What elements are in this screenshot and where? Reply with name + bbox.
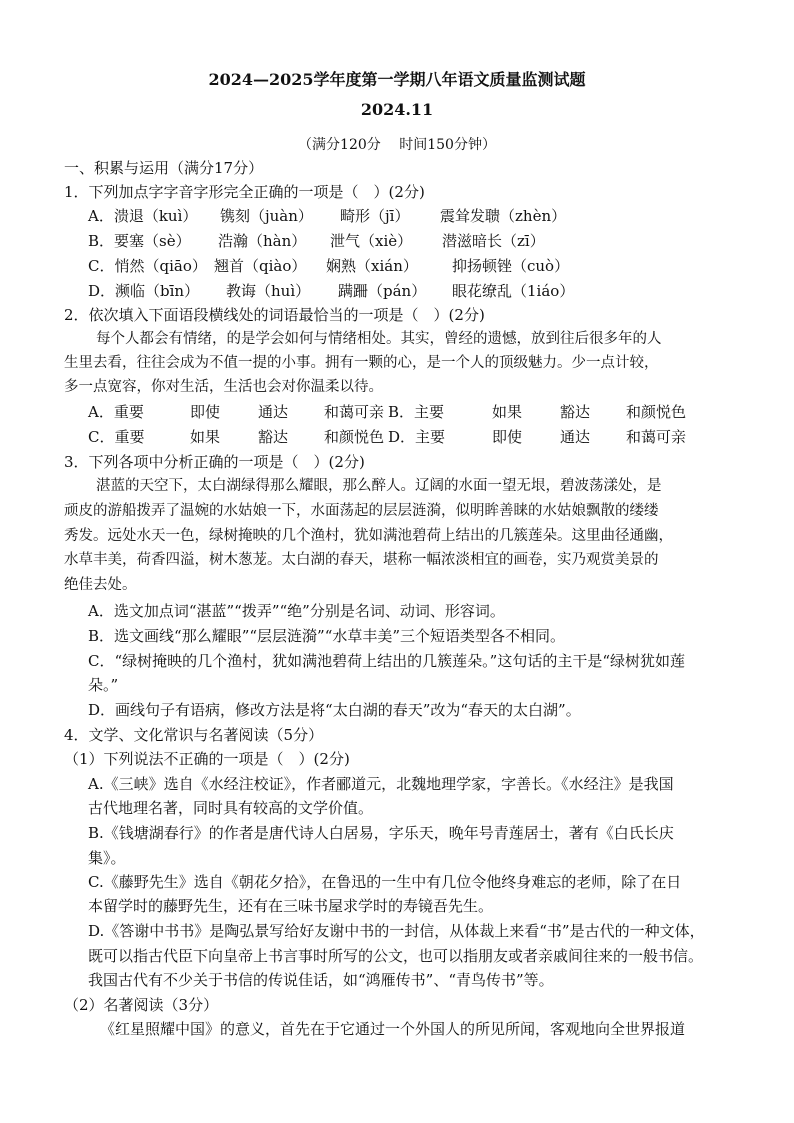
q2-passage-line: 生里去看，往往会成为不值一提的小事。拥有一颗的心，是一个人的顶级魅力。少一点计较， [64, 355, 659, 371]
q2-option-c-2: 如果 [190, 428, 221, 446]
q2-option-b: B．主要 [388, 403, 445, 421]
q1-b-4: 潜滋暗长（zī） [442, 232, 545, 250]
q1-b-3: 泄气（xiè） [330, 232, 413, 250]
q2-option-b-3: 豁达 [560, 403, 591, 421]
q1-stem: 1．下列加点字字音字形完全正确的一项是（ ）(2分) [64, 183, 425, 201]
q2-option-a-4: 和蔼可亲 [324, 403, 385, 421]
q1-a-1: A．溃退（kuì） [88, 207, 198, 225]
q2-option-c: C．重要 [88, 428, 145, 446]
q4-option-c: C.《藤野先生》选自《朝花夕拾》，在鲁迅的一生中有几位令他终身难忘的老师，除了在日 [88, 873, 682, 891]
q4-passage: 《红星照耀中国》的意义，首先在于它通过一个外国人的所见所闻，客观地向全世界报道 [100, 1020, 686, 1038]
q4-option-d: D.《答谢中书书》是陶弘景写给好友谢中书的一封信，从体裁上来看“书”是古代的一种文体， [88, 922, 705, 940]
q3-option-b: B．选文画线“那么耀眼”“层层涟漪”“水草丰美”三个短语类型各不相同。 [88, 627, 566, 645]
q4-option-d-cont: 我国古代有不少关于书信的传说佳话，如“鸿雁传书”、“青鸟传书”等。 [88, 971, 554, 989]
q2-option-a: A．重要 [88, 403, 144, 421]
q2-option-a-2: 即使 [190, 403, 221, 421]
q1-c-3: 娴熟（xián） [326, 257, 418, 275]
q3-option-c: C．“绿树掩映的几个渔村，犹如满池碧荷上结出的几簇莲朵。”这句话的主干是“绿树犹如莲 [88, 652, 685, 670]
q1-b-2: 浩瀚（hàn） [218, 232, 307, 250]
q3-passage-line: 秀发。远处水天一色，绿树掩映的几个渔村，犹如满池碧荷上结出的几簇莲朵。这里曲径通幽， [64, 528, 673, 544]
q1-a-4: 震耸发聩（zhèn） [440, 207, 567, 225]
q2-option-d-4: 和蔼可亲 [626, 428, 687, 446]
q2-option-a-3: 通达 [258, 403, 289, 421]
q2-stem: 2．依次填入下面语段横线处的词语最恰当的一项是（ ）(2分) [64, 306, 485, 324]
q4-option-c-cont: 本留学时的藤野先生，还有在三味书屋求学时的寿镜吾先生。 [88, 897, 494, 915]
q2-option-c-4: 和颜悦色 [324, 428, 385, 446]
q3-passage-line: 绝佳去处。 [64, 577, 137, 593]
q1-b-1: B．要塞（sè） [88, 232, 191, 250]
section-heading: 一、积累与运用（满分17分） [64, 159, 264, 177]
q3-option-c-cont: 朵。” [88, 676, 119, 694]
q2-option-c-3: 豁达 [258, 428, 289, 446]
q1-c-1: C．悄然（qiāo） [88, 257, 207, 275]
q2-option-d: D．主要 [388, 428, 446, 446]
q2-option-d-2: 即使 [492, 428, 523, 446]
q2-option-d-3: 通达 [560, 428, 591, 446]
q1-d-4: 眼花缭乱（1iáo） [452, 282, 575, 300]
q2-passage-line: 每个人都会有情绪，的是学会如何与情绪相处。其实，曾经的遗憾，放到往后很多年的人 [96, 331, 662, 347]
q1-d-1: D．濒临（bīn） [88, 282, 200, 300]
q3-passage-line: 顽皮的游船拨弄了温婉的水姑娘一下，水面荡起的层层涟漪，似明眸善睐的水姑娘飘散的缕缕 [64, 503, 659, 519]
q4-option-a-cont: 古代地理名著，同时具有较高的文学价值。 [88, 799, 374, 817]
q2-passage-line: 多一点宽容，你对生活，生活也会对你温柔以待。 [64, 379, 383, 395]
q3-passage-line: 湛蓝的天空下，太白湖绿得那么耀眼，那么醉人。辽阔的水面一望无垠，碧波荡漾处，是 [96, 478, 662, 494]
exam-subtitle: （满分120分 时间150分钟） [298, 137, 496, 153]
page-title: 2024—2025学年度第一学期八年语文质量监测试题 [208, 70, 586, 89]
q4-sub2: （2）名著阅读（3分） [64, 996, 219, 1014]
q3-option-a: A．选文加点词“湛蓝”“拨弄”“绝”分别是名词、动词、形容词。 [88, 602, 505, 620]
q4-sub1: （1）下列说法不正确的一项是（ ）(2分) [64, 750, 350, 768]
q1-a-3: 畸形（jī） [340, 207, 410, 225]
q3-passage-line: 水草丰美，荷香四溢，树木葱茏。太白湖的春天，堪称一幅浓淡相宜的画卷，实乃观赏美景的 [64, 552, 659, 568]
q4-option-d-cont: 既可以指古代臣下向皇帝上书言事时所写的公文，也可以指朋友或者亲戚间往来的一般书信。 [88, 947, 704, 965]
q4-option-a: A.《三峡》选自《水经注校证》，作者郦道元，北魏地理学家，字善长。《水经注》是我国 [88, 775, 674, 793]
exam-date: 2024.11 [360, 100, 434, 119]
q1-c-2: 翘首（qiào） [214, 257, 307, 275]
q3-stem: 3．下列各项中分析正确的一项是（ ）(2分) [64, 453, 365, 471]
q4-option-b-cont: 集》。 [88, 849, 126, 867]
q1-c-4: 抑扬顿锉（cuò） [452, 257, 570, 275]
q4-option-b: B.《钱塘湖春行》的作者是唐代诗人白居易，字乐天，晚年号青莲居士，著有《白氏长庆 [88, 824, 674, 842]
q1-a-2: 镌刻（juàn） [220, 207, 313, 225]
q2-option-b-4: 和颜悦色 [626, 403, 687, 421]
q1-d-3: 蹒跚（pán） [338, 282, 427, 300]
q1-d-2: 教诲（huì） [226, 282, 311, 300]
q2-option-b-2: 如果 [492, 403, 523, 421]
q4-stem: 4．文学、文化常识与名著阅读（5分） [64, 726, 324, 744]
q3-option-d: D．画线句子有语病，修改方法是将“太白湖的春天”改为“春天的太白湖”。 [88, 701, 581, 719]
